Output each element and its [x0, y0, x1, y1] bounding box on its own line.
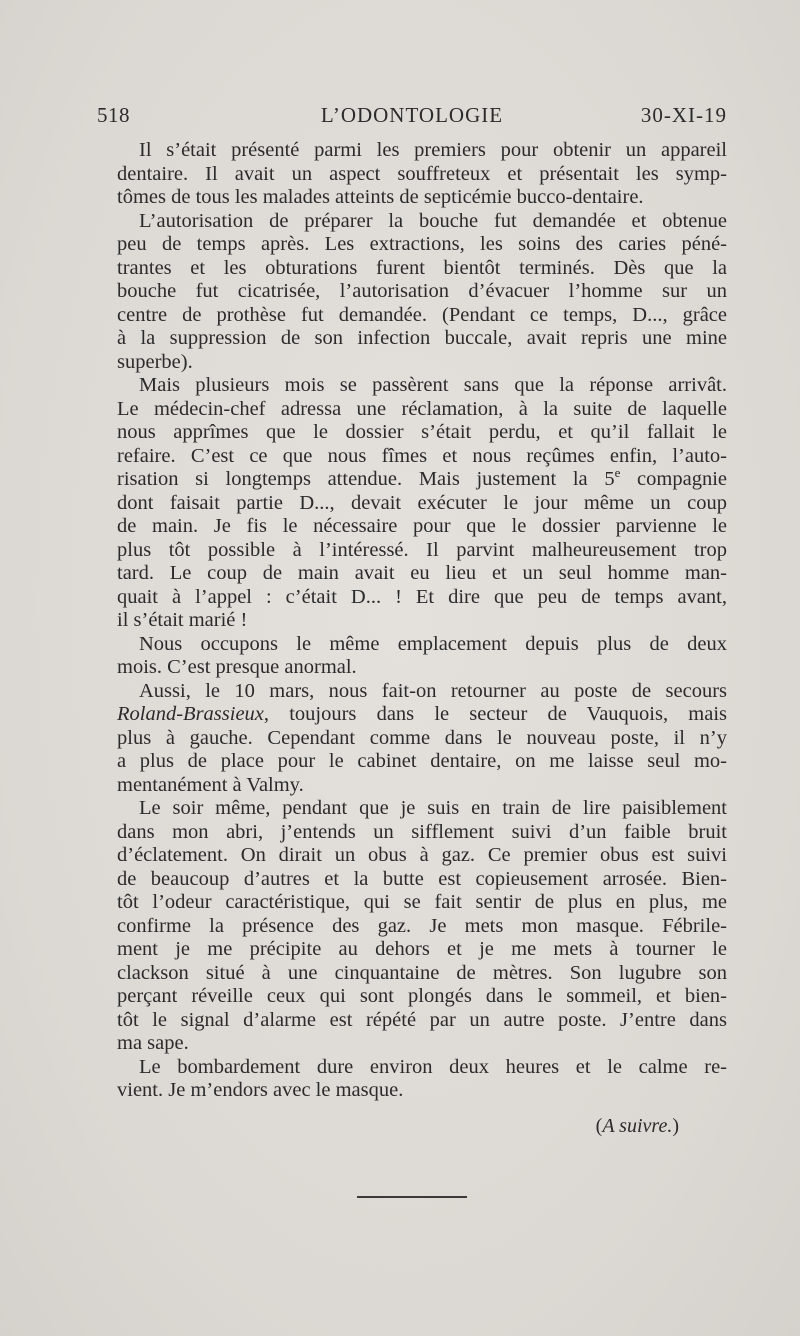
text-line: confirme la présence des gaz. Je mets mon masque. Fébrile-: [117, 914, 727, 937]
text-line: de beaucoup d’autres et la butte est copieusement arrosée. Bien-: [117, 867, 727, 890]
text-line: peu de temps après. Les extractions, les soins des caries péné-: [117, 233, 727, 255]
paragraph: [117, 1056, 727, 1103]
text-line: Mais plusieurs mois se passèrent sans que la réponse arrivât.: [139, 374, 727, 396]
text-line: Le soir même, pendant que je suis en train de lire paisiblement: [139, 797, 727, 819]
text-line: centre de prothèse fut demandée. (Pendant ce temps, D..., grâce: [117, 303, 727, 326]
text-line: refaire. C’est ce que nous fîmes et nous reçûmes enfin, l’auto-: [117, 444, 727, 467]
text-line: Le bombardement dure environ deux heures et le calme re-: [139, 1055, 727, 1078]
text-line: Roland-Brassieux, toujours dans le secteur de Vauquois, mais: [117, 703, 727, 725]
text-line: dentaire. Il avait un aspect souffreteux et présentait les symp-: [117, 162, 727, 185]
to-be-continued: (A suivre.): [595, 1114, 679, 1137]
text-line: a plus de place pour le cabinet dentaire, on me laisse seul mo-: [117, 750, 727, 772]
text-line: mentanément à Valmy.: [117, 773, 304, 796]
text-line: d’éclatement. On dirait un obus à gaz. Ce premier obus est suivi: [117, 844, 727, 866]
text-line: de main. Je fis le nécessaire pour que le dossier parvienne le: [117, 515, 727, 537]
text-line: tard. Le coup de main avait eu lieu et un seul homme man-: [117, 562, 727, 584]
page-number: 518: [97, 103, 130, 127]
paragraph: [117, 680, 727, 798]
text-line: risation si longtemps attendue. Mais justement la 5e compagnie: [117, 465, 727, 490]
to-be-continued-text: A suivre.: [602, 1114, 673, 1137]
paragraph: [117, 139, 727, 210]
text-line: Aussi, le 10 mars, nous fait-on retourner au poste de secours: [139, 679, 727, 702]
text-line: Nous occupons le même emplacement depuis plus de deux: [139, 632, 727, 655]
text-line: plus tôt possible à l’intéressé. Il parvint malheureusement trop: [117, 538, 727, 561]
paragraph: [117, 633, 727, 680]
text-line: superbe).: [117, 350, 193, 373]
text-line: clackson situé à une cinquantaine de mètres. Son lugubre son: [117, 961, 727, 984]
text-line: bouche fut cicatrisée, l’autorisation d’évacuer l’homme sur un: [117, 280, 727, 302]
text-line: L’autorisation de préparer la bouche fut demandée et obtenue: [139, 209, 727, 232]
text-line: ma sape.: [117, 1032, 189, 1054]
page: [97, 103, 727, 1138]
text-line: nous apprîmes que le dossier s’était perdu, et qu’il fallait le: [117, 421, 727, 443]
paragraph: [117, 210, 727, 375]
text-line: tôt l’odeur caractéristique, qui se fait sentir de plus en plus, me: [117, 891, 727, 913]
text-line: trantes et les obturations furent bientôt terminés. Dès que la: [117, 256, 727, 279]
text-line: Le médecin-chef adressa une réclamation, à la suite de laquelle: [117, 397, 727, 420]
text-line: ment je me précipite au dehors et je me mets à tourner le: [117, 938, 727, 960]
text-line: mois. C’est presque anormal.: [117, 656, 357, 678]
text-line: dont faisait partie D..., devait exécuter le jour même un coup: [117, 491, 727, 514]
text-line: dans mon abri, j’entends un sifflement suivi d’un faible bruit: [117, 820, 727, 843]
text-line: à la suppression de son infection buccale, avait repris une mine: [117, 327, 727, 349]
text-line: perçant réveille ceux qui sont plongés dans le sommeil, et bien-: [117, 985, 727, 1007]
running-header: [97, 103, 727, 133]
text-line: il s’était marié !: [117, 609, 248, 631]
text-line: plus à gauche. Cependant comme dans le nouveau poste, il n’y: [117, 726, 727, 749]
text-line: Il s’était présenté parmi les premiers pour obtenir un appareil: [139, 139, 727, 161]
text-line: vient. Je m’endors avec le masque.: [117, 1079, 404, 1101]
running-title: L’ODONTOLOGIE: [320, 103, 504, 127]
end-rule: [357, 1196, 467, 1198]
paragraph: [117, 797, 727, 1056]
issue-date: 30-XI-19: [640, 103, 727, 127]
paragraph: [117, 374, 727, 633]
article-body: [97, 139, 727, 1103]
text-line: tôt le signal d’alarme est répété par un autre poste. J’entre dans: [117, 1008, 727, 1031]
text-line: quait à l’appel : c’était D... ! Et dire que peu de temps avant,: [117, 585, 727, 608]
text-line: tômes de tous les malades atteints de septicémie bucco-dentaire.: [117, 186, 644, 208]
